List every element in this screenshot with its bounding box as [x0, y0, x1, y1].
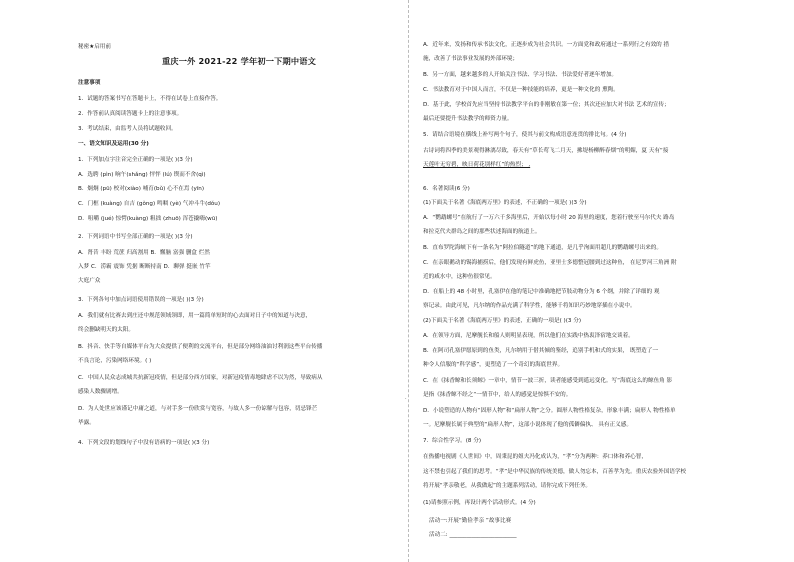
- column-divider: [408, 0, 409, 562]
- q6-part1-c-1: C．在亲眼鹅动的锡海捕捞后，他们发现有鲜虎鱼，亚里士多德整冠腰到过这种鱼， 在尼罗河三角洲 附: [423, 260, 677, 266]
- q3-line-1: A．我们就有比赛去到庄还中规范领域领即，用一篇简单短时的心去面对日子中的知道与决意，: [78, 313, 312, 319]
- q2-line-1: A．肾昔 丰盼 荒蔗 归高割用 B．懈脑 富强 删盒 烂然: [78, 250, 210, 256]
- q2-line-2: 入梦 C．涝霸 震饰 凭据 断断持南 D．聊弹 挺嵌 竹竿: [78, 264, 211, 270]
- q4-option-a-1: A．近年来，发扬和传承书法文化，正逐步成为社会共识。一方面党和政府通过一系列行之有效的 措: [423, 42, 670, 48]
- q6-part2-c-2: 是指《抹香鲸不经之“一情节中，给人的感觉是惊惧不安的。: [423, 392, 572, 398]
- q1-option-a: A．选聘 (pìn) 晌午(shǎng) 怦怦 (lú) 锲而不舍(qì): [78, 172, 206, 178]
- q5-stem: 5．请结合语境在横线上补写两个句子，使其与前文构成语意连贯的排比句。(4 分): [423, 132, 627, 138]
- q7-line-1: 在热播电视剧《人世间》中，周秉昆的姐夫冯化成认为，“孝”分为两种：养口体和养心智，: [423, 454, 647, 460]
- q7-line-3: 将开展“孝亲敬老，从我做起”的主题系列活动，请你完成下列任务。: [423, 483, 592, 489]
- secret-label: 秘密★启用前: [78, 44, 111, 50]
- q7-activity-1: 活动一:开展“勤俭孝亲 ”故事比赛: [429, 518, 512, 524]
- q3-line-5: C．中国人民众志成城共抗新冠疫情，但是部分西方国家，对新冠疫情毒地肆虐不以为然，导致病从: [78, 375, 323, 381]
- q6-part1-b: B．直布罗陀海峡下有一条名为“阿拉伯隧道”的地下通道，是几乎洵面用超几的鹦鹉螺号出来的。: [423, 245, 662, 251]
- binding-mark: ·: [405, 396, 407, 402]
- q2-line-3: 大庭广众: [78, 278, 101, 284]
- q1-stem: 1．下列加点字注音完全正确的一项是( )(3 分): [78, 157, 193, 163]
- q3-line-8: 毕露。: [78, 420, 95, 426]
- q6-part2-a: A．在领导方面，尼摩舰长和船人则明显表现，所以他们在实践中热衷泽宿地交谈着。: [423, 333, 634, 339]
- q3-line-2: 终会删缺明天的太阳。: [78, 327, 134, 333]
- q6-part1-c-2: 近的咸水中，这种鱼很常见。: [423, 274, 496, 280]
- q5-line-2: 天莲叶无穷碧，映日荷花别样红”的热烈； ,: [423, 162, 531, 168]
- q7-task: (1)请参照示例，再设计两个活动形式。(4 分): [423, 500, 536, 506]
- q5-line-1: 古诗词将四季的美景观得淋漓尽致，春天有“草长莺飞二月天，拂堤杨柳醉春烟”的明媚，夏 天有“接: [423, 148, 669, 154]
- q6-part1-stem: (1)下面关于名著《海底两万里》的表述，不正确的一项是( )(3 分): [423, 200, 587, 206]
- note-3: 3．考试结束，由监考人员将试题收回。: [78, 126, 177, 132]
- q3-stem: 3．下列各句中加点词语使用错误的一项是( )(3 分): [78, 297, 204, 303]
- q7-line-2: 这不禁也引起了我们的思考。“孝”是中华民族的传统美德，做人勿忘本，百善孝为先。重庆农验外国语学校: [423, 469, 687, 475]
- section-1-heading: 一、语文知识及运用(30 分): [78, 141, 149, 147]
- q6-part2-d-2: 一。尼摩舰长属于典型的“扁形人物”，这部小说体现了他的孤僻偏执、 具有正义感。: [423, 422, 632, 428]
- q6-part1-a-1: A．“鹦鹉螺号”在航行了一万六千多海里后，开始以每小时 20 海里的速度，您着行驶至马尔代夫 路岛: [423, 215, 675, 221]
- q6-part1-a-2: 和拉克代夫群岛之间的那些状述海面的航道上。: [423, 229, 541, 235]
- q3-line-4: 不良言论，污染网络环境。( ): [78, 358, 152, 364]
- q4-option-b: B．另一方面，越来越多的人开始关注书法、学习书法、书法爱好者逐年增加。: [423, 72, 618, 78]
- left-column: [78, 0, 400, 562]
- q2-stem: 2．下列词语中书写全部正确的一项是( )(3 分): [78, 234, 193, 240]
- q4-option-d-1: D．基于此，学校首先应当坚持书法教学平台的非刚敏在第一位；其次还应加大对书法 艺术的宣传；: [423, 102, 670, 108]
- q4-option-c: C．书法教育对于中国人而言，不仅是一种技能的培养，更是一种文化的 熏陶。: [423, 87, 619, 93]
- q3-line-7: D．为人处世应该谨记中庸之道，与对手多一份欣赏与宽容，与故人多一份谅解与包容，切忌锋芒: [78, 406, 318, 412]
- note-1: 1．试题的答案书写在答题卡上，不得在试卷上直接作答。: [78, 96, 222, 102]
- q4-stem: 4．下列文段的划线句子中没有语病的一项是( )(3 分): [78, 440, 210, 446]
- q4-option-a-2: 施，改善了书法事业发展的外部环境；: [423, 56, 519, 62]
- q1-option-c: C．门框 (kuàng) 自吉 (gǒng) 鸣咽 (yè) 气冲斗牛(dǒu): [78, 201, 221, 207]
- right-column: [423, 0, 753, 562]
- q6-part2-b-2: 种令人信服的“科学感”，更塑造了一个奇幻的海底世界。: [423, 362, 564, 368]
- q3-line-6: 感染人数骤剧增。: [78, 389, 123, 395]
- notes-heading: 注意事项: [78, 80, 101, 86]
- q6-part2-d-1: D．小说塑造的人物有“固形人物”和“扁形人物”之分。圆形人物性格复杂，形象丰满；扁形人 物性格单: [423, 408, 676, 414]
- q3-line-3: B．抖音、快手等自媒体平台为大众提供了便利的交流平台，但是部分网络油油讨利润这些平台传播: [78, 344, 323, 350]
- exam-title: 重庆一外 2021-22 学年初一下期中语文: [161, 56, 317, 66]
- q6-part2-c-1: C．在《抹香鲸和长须鲸》一章中，情节一波三折，读者能感受到遥远变化。写“海底这么的鲸鱼角 影: [423, 378, 673, 384]
- q6-part1-d-1: D．在船上的 48 小时里，孔塞伊在他的笔记中准确地把节肢动物分为 6 个纲，并除了详细的 观: [423, 289, 660, 295]
- q6-part2-stem: (2)下面关于名著《海底两万里》的表述，正确的一项是( )(3 分): [423, 318, 582, 324]
- note-2: 2．作答前认真阅读答题卡上的注意事项。: [78, 111, 183, 117]
- q6-stem: 6．名著阅读(6 分): [423, 186, 470, 192]
- q7-stem: 7．综合性学习。(8 分): [423, 438, 482, 444]
- q6-part1-d-2: 察记录。由此可见，凡尔纳的作品充满了科学性，能够千将知识巧妙地穿插在小说中。: [423, 303, 636, 309]
- q7-activity-2[interactable]: 活动二: ________________________: [429, 532, 517, 538]
- q1-option-d: D．咀嚼 (jué) 惊愕(kuàng) 粗拙 (zhuō) 浑苍撬嗨(wū): [78, 216, 218, 222]
- q4-option-d-2: 最后还要提升书法教学的师资力量。: [423, 116, 513, 122]
- q6-part2-b-1: B．在阿司孔塞伊愿原到的鱼类，凡尔纳用于借其倾的鉴经，追别手机和式的实果， 既塑造了一: [423, 348, 658, 354]
- q1-option-b: B．炯炯 (pū) 校对(xiào) 哺育(bǔ) 心不在焉 (yīn): [78, 186, 205, 192]
